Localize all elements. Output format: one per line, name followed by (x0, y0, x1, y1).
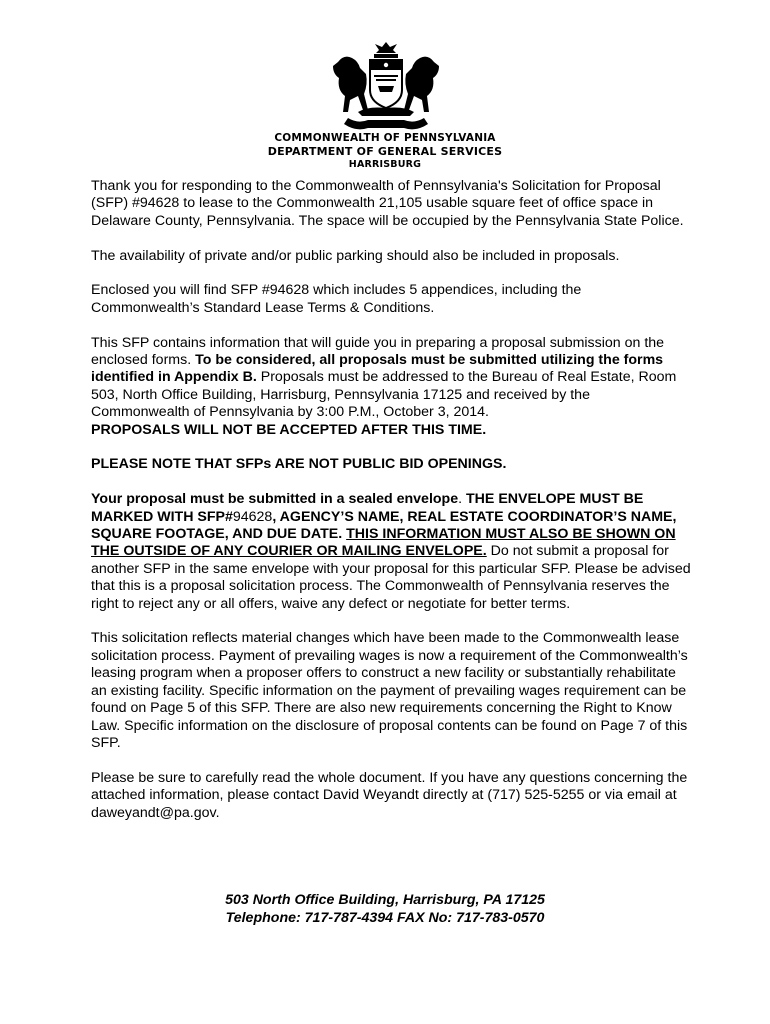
envelope-marking: THE ENVELOPE MUST BE MARKED WITH SFP# (91, 491, 644, 525)
envelope-marking-details: , AGENCY’S NAME, REAL ESTATE COORDINATOR’S NAME, SQUARE FOOTAGE, AND DUE DATE. (91, 508, 677, 543)
envelope-sealed: Your proposal must be submitted in a sealed envelope (91, 491, 459, 508)
paragraph-intro: Thank you for responding to the Commonwealth of Pennsylvania's Solicitation for Proposal (SFP) #94628 to lease to the Commonwealth 21,105 usable square feet of office space in Delaware County, Pennsylvania. The space will be occupied by the Pennsylvania State Police. (91, 178, 684, 229)
footer-address: 503 North Office Building, Harrisburg, PA 17125 (225, 892, 545, 908)
footer-phone: Telephone: 717-787-4394 FAX No: 717-783-0570 (225, 910, 545, 926)
letterhead-department: DEPARTMENT OF GENERAL SERVICES (267, 145, 503, 158)
submission-intro: This SFP contains information that will guide you in preparing a proposal submission on the enclosed forms. (91, 334, 665, 369)
paragraph-bid-note: PLEASE NOTE THAT SFPs ARE NOT PUBLIC BID OPENINGS. (91, 456, 507, 473)
submission-deadline-warning: PROPOSALS WILL NOT BE ACCEPTED AFTER THIS TIME. (91, 421, 487, 438)
paragraph-contact: Please be sure to carefully read the whole document. If you have any questions concerning the attached information, please contact David Weyandt directly at (717) 525-5255 or via email at daweyandt@pa.gov. (91, 769, 688, 821)
paragraph-submission (91, 335, 691, 439)
submission-requirement: To be considered, all proposals must be submitted utilizing the forms identified in Appendix B. (91, 352, 664, 386)
paragraph-envelope (91, 491, 691, 613)
envelope-sfp-number: 94628 (232, 508, 273, 525)
envelope-courier-note: THIS INFORMATION MUST ALSO BE SHOWN ON THE OUTSIDE OF ANY COURIER OR MAILING ENVELOPE. (91, 526, 676, 560)
letterhead-city: HARRISBURG (348, 159, 422, 170)
submission-address: Proposals must be addressed to the Bureau of Real Estate, Room 503, North Office Building, Harrisburg, Pennsylvania 17125 and received by the Commonwealth of Pennsylvania by 3:00 P.M., October 3, 2014. (91, 369, 677, 421)
pennsylvania-coat-of-arms-icon (330, 40, 442, 132)
envelope-sep: . (458, 491, 467, 508)
paragraph-parking: The availability of private and/or public parking should also be included in proposals. (91, 247, 620, 264)
letter-body (91, 178, 691, 839)
letterhead-commonwealth: COMMONWEALTH OF PENNSYLVANIA (274, 132, 496, 144)
paragraph-enclosures: Enclosed you will find SFP #94628 which includes 5 appendices, including the Commonwealth’s Standard Lease Terms & Conditions. (91, 282, 582, 316)
envelope-instructions: Do not submit a proposal for another SFP in the same envelope with your proposal for this particular SFP. Please be advised that this is a proposal solicitation process. The Commonwealth of Pennsylvania reserves the right to reject any or all offers, waive any defect or negotiate for better terms. (91, 543, 691, 612)
paragraph-wages: This solicitation reflects material changes which have been made to the Commonwealth lease solicitation process. Payment of prevailing wages is now a requirement of the Commonwealth’s leasing program when a proposer offers to construct a new facility or substantially rehabilitate an existing facility. Specific information on the payment of prevailing wages requirement can be found on Page 5 of this SFP. There are also new requirements concerning the Right to Know Law. Specific information on the disclosure of proposal contents can be found on Page 7 of this SFP. (91, 630, 688, 751)
